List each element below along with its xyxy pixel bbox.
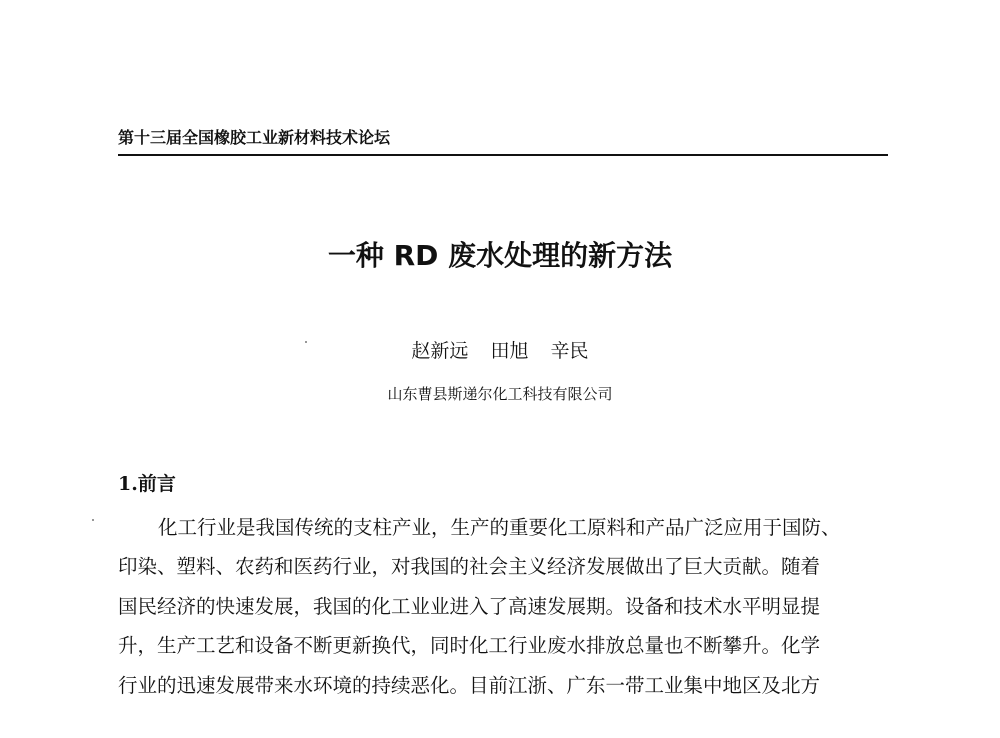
body-line: 行业的迅速发展带来水环境的持续恶化。目前江浙、广东一带工业集中地区及北方 (118, 673, 821, 697)
body-line: 升，生产工艺和设备不断更新换代，同时化工行业废水排放总量也不断攀升。化学 (118, 634, 821, 658)
author-name: 赵新远 (411, 340, 469, 362)
section-heading: 1.前言 (118, 473, 176, 495)
running-header: 第十三届全国橡胶工业新材料技术论坛 (118, 127, 888, 156)
scan-speck (92, 519, 94, 521)
author-affiliation: 山东曹县斯递尔化工科技有限公司 (387, 385, 613, 403)
body-line: 化工行业是我国传统的支柱产业，生产的重要化工原料和产品广泛应用于国防、 (158, 516, 841, 539)
author-list (0, 338, 1000, 364)
scan-speck (305, 341, 307, 343)
author-name: 辛民 (550, 340, 589, 362)
body-line: 国民经济的快速发展，我国的化工业业进入了高速发展期。设备和技术水平明显提 (118, 594, 821, 618)
body-line: 印染、塑料、农药和医药行业，对我国的社会主义经济发展做出了巨大贡献。随着 (118, 555, 821, 579)
author-name: 田旭 (490, 340, 529, 362)
article-title: 一种 RD 废水处理的新方法 (327, 239, 673, 272)
body-paragraph (118, 508, 888, 705)
